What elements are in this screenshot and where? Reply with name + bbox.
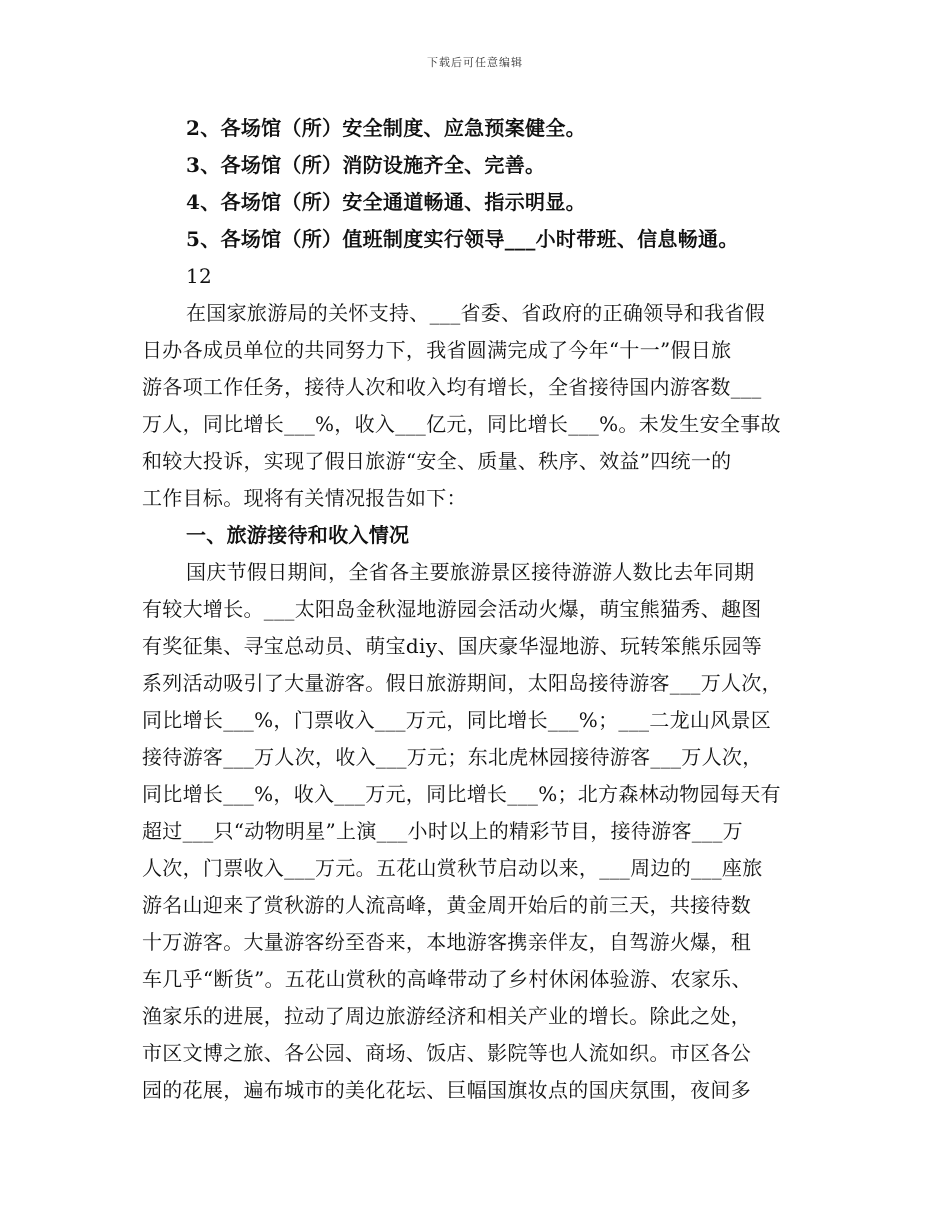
text-line: 渔家乐的进展，拉动了周边旅游经济和相关产业的增长。除此之处， [142,1004,751,1028]
text-line: 4、各场馆（所）安全通道畅通、指示明显。 [186,190,586,214]
text-line: 市区文博之旅、各公园、商场、饭店、影院等也人流如织。市区各公 [142,1041,751,1065]
text-line: 万人，同比增长___%，收入___亿元，同比增长___%。未发生安全事故 [142,412,781,436]
text-line: 超过___只“动物明星”上演___小时以上的精彩节目，接待游客___万 [142,819,743,843]
text-line: 系列活动吸引了大量游客。假日旅游期间，太阳岛接待游客___万人次， [142,671,782,695]
paragraph-start: 国庆节假日期间，全省各主要旅游景区接待游游人数比去年同期 [186,560,755,584]
text-line: 5、各场馆（所）值班制度实行领导___小时带班、信息畅通。 [186,227,739,251]
text-line: 人次，门票收入___万元。五花山赏秋节启动以来，___周边的___座旅 [142,856,763,880]
paragraph-start: 在国家旅游局的关怀支持、___省委、省政府的正确领导和我省假 [186,301,765,325]
text-line: 2、各场馆（所）安全制度、应急预案健全。 [186,116,586,140]
text-line: 接待游客___万人次，收入___万元；东北虎林园接待游客___万人次， [142,745,763,769]
text-line: 车几乎“断货”。五花山赏秋的高峰带动了乡村休闲体验游、农家乐、 [142,967,752,991]
text-line: 工作目标。现将有关情况报告如下： [142,486,467,510]
text-line: 3、各场馆（所）消防设施齐全、完善。 [186,153,546,177]
text-line: 同比增长___%，门票收入___万元，同比增长___%；___二龙山风景区 [142,708,772,732]
text-line: 日办各成员单位的共同努力下，我省圆满完成了今年“十一”假日旅 [142,338,732,362]
text-line: 和较大投诉，实现了假日旅游“安全、质量、秩序、效益”四统一的 [142,449,732,473]
page-header: 下载后可任意编辑 [427,56,523,69]
text-line: 同比增长___%，收入___万元，同比增长___%；北方森林动物园每天有 [142,782,781,806]
text-line: 有较大增长。___太阳岛金秋湿地游园会活动火爆，萌宝熊猫秀、趣图 [142,597,762,621]
text-line: 有奖征集、寻宝总动员、萌宝diy、国庆豪华湿地游、玩转笨熊乐园等 [142,634,763,658]
text-line: 游各项工作任务，接待人次和收入均有增长，全省接待国内游客数___ [142,375,762,399]
text-line: 12 [186,264,213,288]
section-heading: 一、旅游接待和收入情况 [186,523,410,547]
text-line: 游名山迎来了赏秋游的人流高峰，黄金周开始后的前三天，共接待数 [142,893,751,917]
text-line: 园的花展，遍布城市的美化花坛、巨幅国旗妆点的国庆氛围，夜间多 [142,1078,751,1102]
text-line: 十万游客。大量游客纷至沓来，本地游客携亲伴友，自驾游火爆，租 [142,930,751,954]
document-body [142,110,827,1109]
